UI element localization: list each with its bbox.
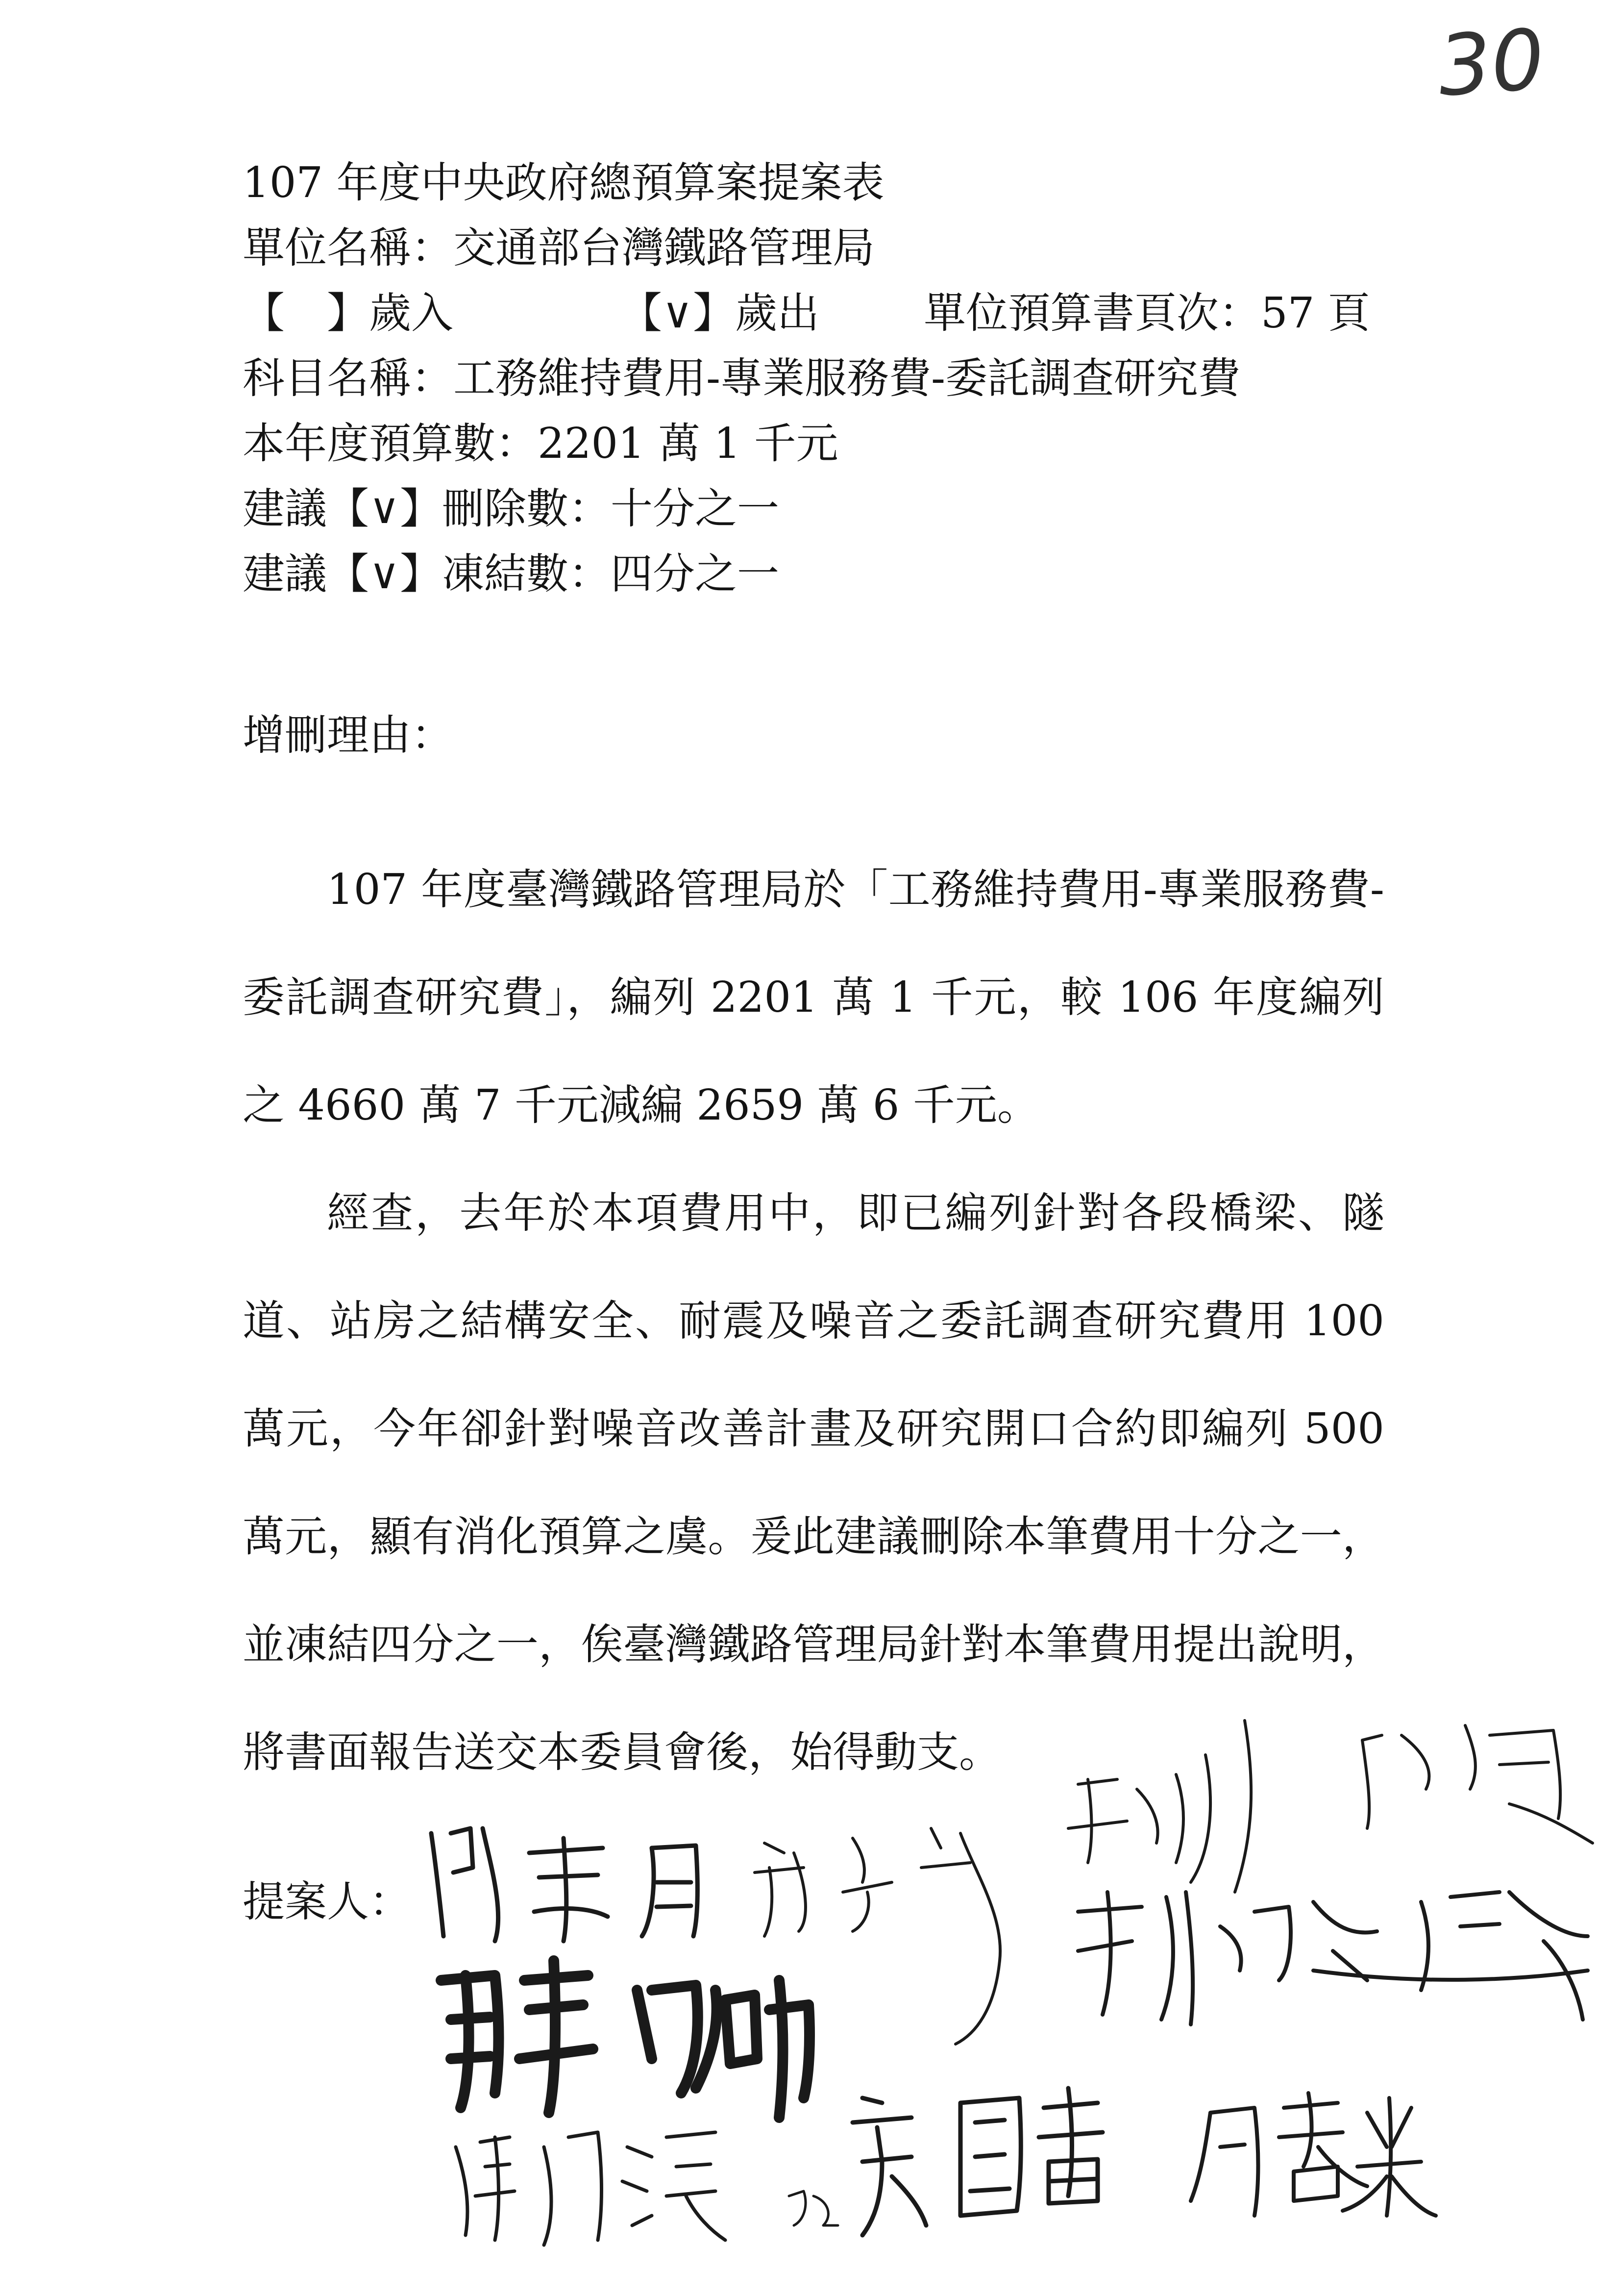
suggest-delete: 建議【∨】刪除數：十分之一 [243, 484, 779, 533]
suggest-freeze: 建議【∨】凍結數：四分之一 [243, 549, 779, 599]
revenue-checkbox: 【 】歲入 [243, 289, 453, 338]
signature-4 [441, 1961, 810, 2118]
signature-9 [1191, 2093, 1436, 2216]
budget-page-ref: 單位預算書頁次：57 頁 [924, 289, 1370, 338]
budget-amount: 本年度預算數：2201 萬 1 千元 [243, 419, 838, 468]
reason-paragraph-2: 經查，去年於本項費用中，即已編列針對各段橋梁、隧道、站房之結構安全、耐震及噪音之委託調查研究費用 100 萬元，今年卻針對噪音改善計畫及研究開口合約即編列 500 萬元，顯有消化預算之虞。爰此建議刪除本筆費用十分之一，並凍結四分之一，俟臺灣鐵路管理局針對本筆費用提出說明，將書面報告送交本委員會後，始得動支。 [243, 1189, 1384, 1777]
proposer-label: 提案人： [243, 1877, 411, 1926]
signature-7 [789, 2191, 838, 2225]
reason-body [243, 836, 1384, 1806]
proposal-title: 107 年度中央政府總預算案提案表 [243, 158, 885, 207]
budget-type-row [243, 289, 1428, 338]
reason-paragraph-1: 107 年度臺灣鐵路管理局於「工務維持費用-專業服務費-委託調查研究費」，編列 2201 萬 1 千元，較 106 年度編列之 4660 萬 7 千元減編 2659 萬 6 千元。 [243, 865, 1384, 1130]
signature-5 [1078, 1892, 1588, 2024]
unit-name: 單位名稱：交通部台灣鐵路管理局 [243, 224, 875, 273]
signature-3 [1068, 1721, 1593, 1892]
signature-6 [456, 2132, 725, 2245]
signature-1 [431, 1828, 697, 1941]
subject-name: 科目名稱：工務維持費用-專業服務費-委託調查研究費 [243, 354, 1241, 403]
expense-checkbox: 【∨】歲出 [620, 289, 819, 338]
signature-area [0, 1706, 1622, 2294]
signature-8 [853, 2088, 1103, 2235]
proposal-header [243, 158, 1428, 618]
reason-title: 增刪理由： [243, 711, 453, 760]
page-number: 30 [1435, 11, 1548, 116]
